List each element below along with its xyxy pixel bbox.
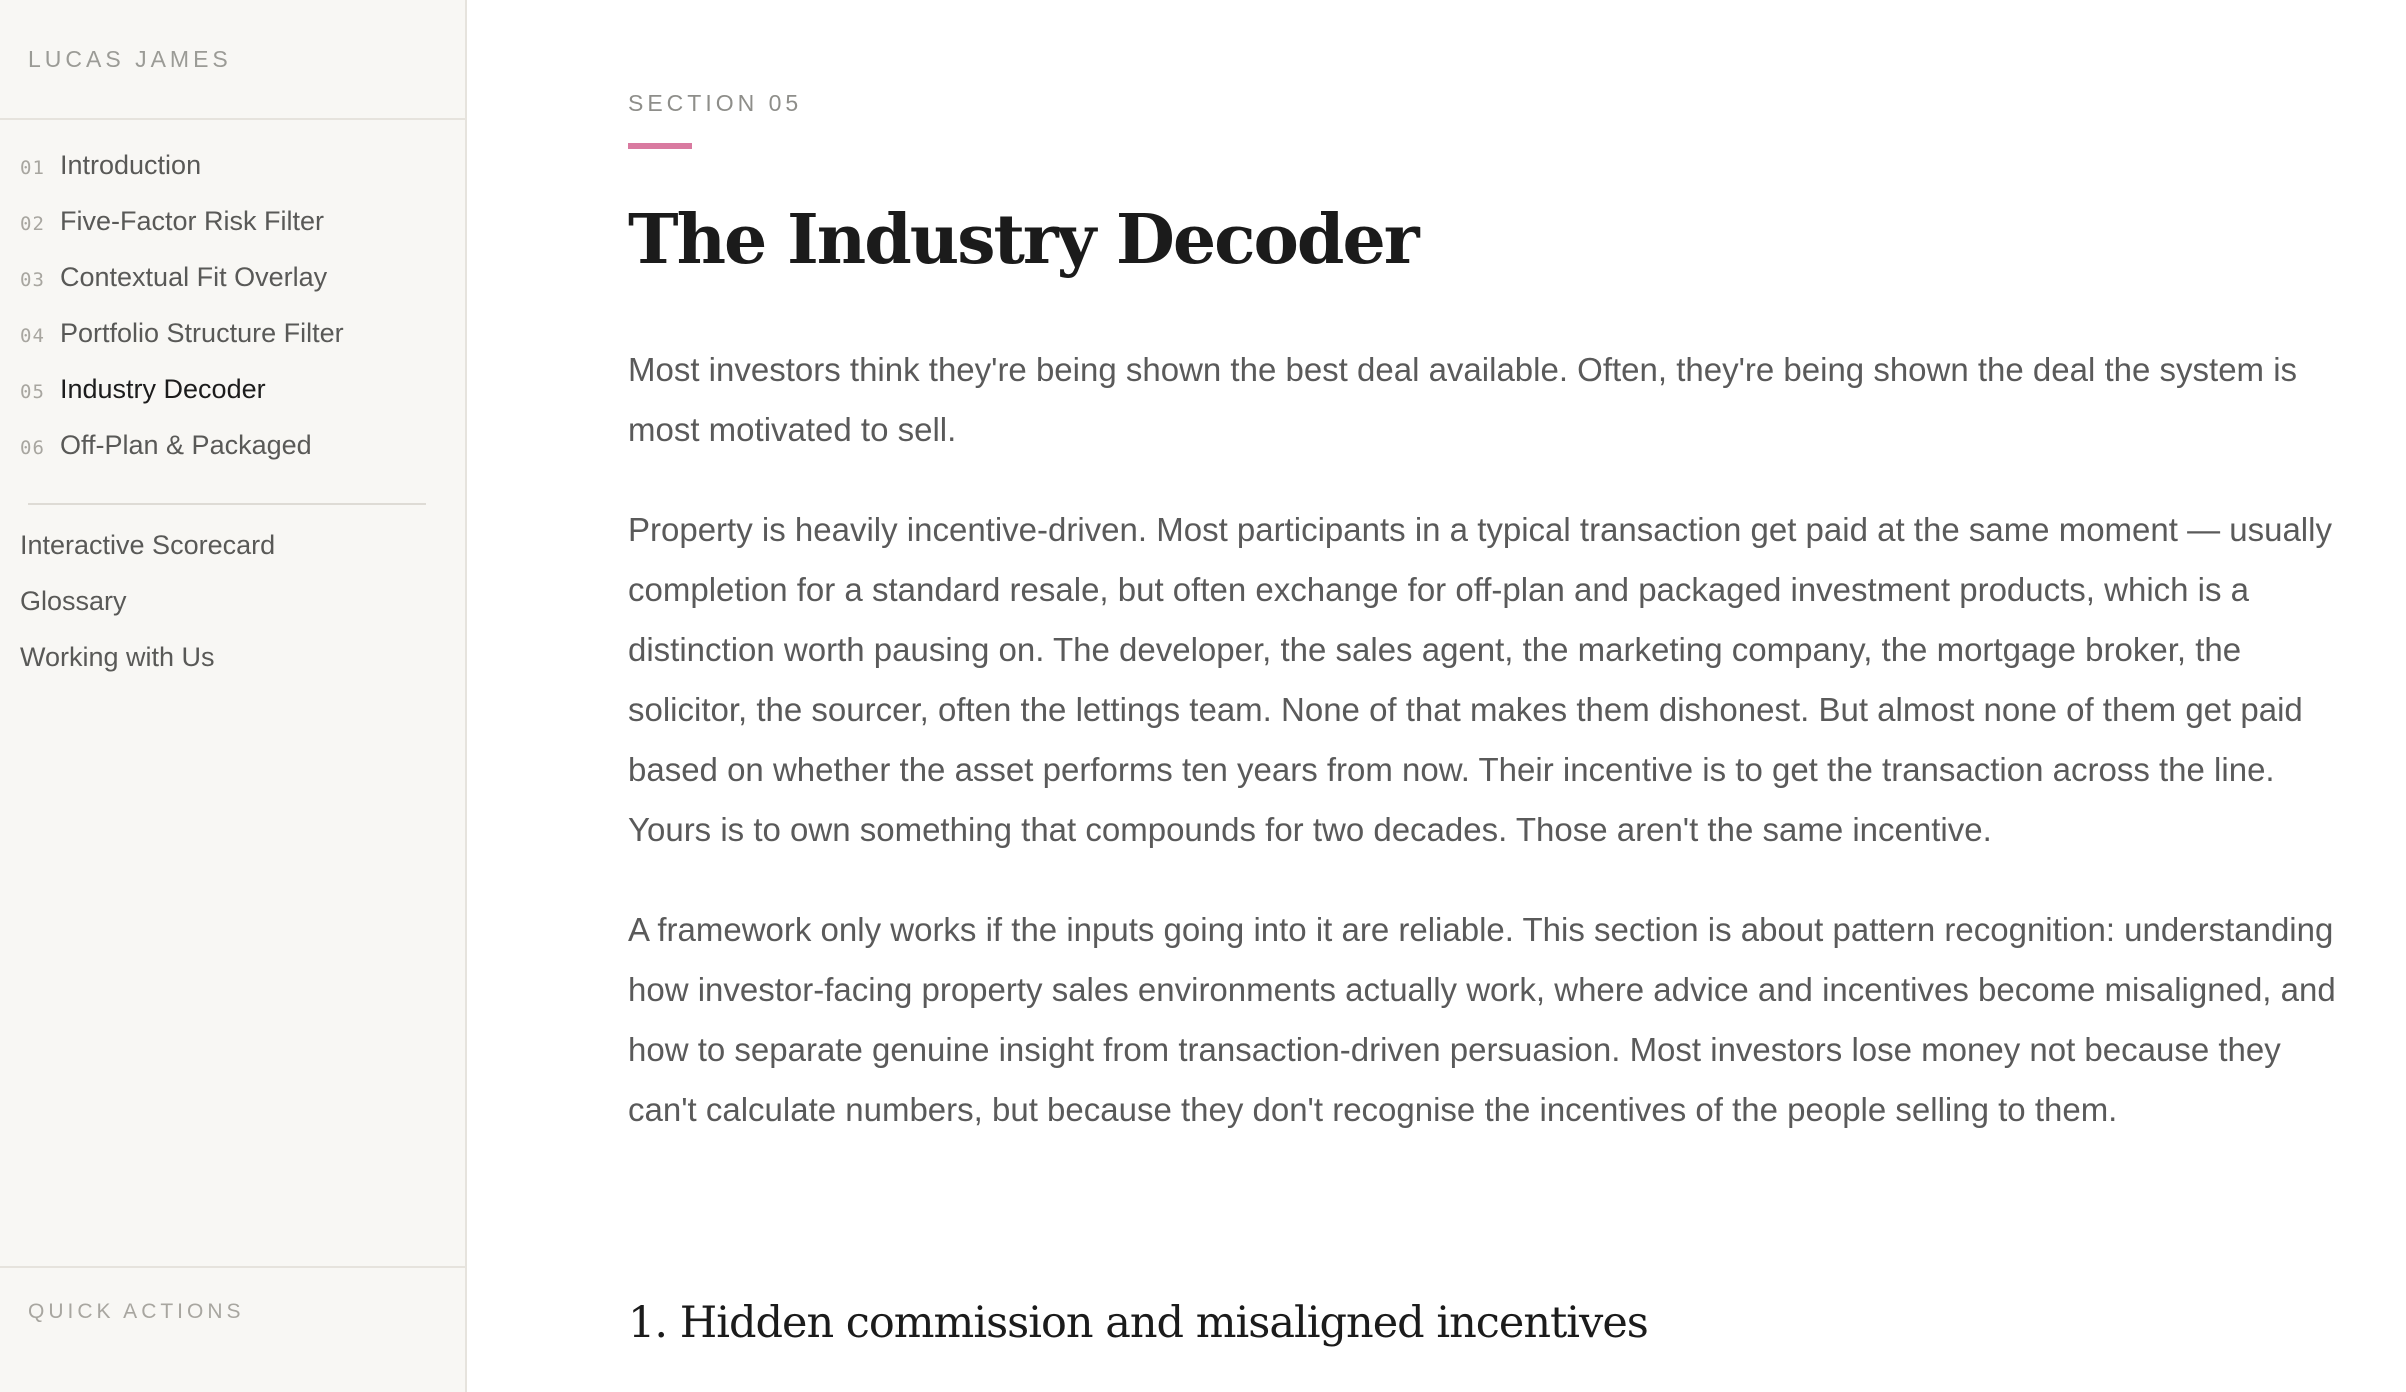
nav-item-label: Introduction bbox=[60, 150, 202, 180]
nav-item-label: Contextual Fit Overlay bbox=[60, 262, 328, 292]
nav-item-portfolio-structure-filter[interactable] bbox=[20, 318, 344, 374]
nav-item-number: 03 bbox=[20, 269, 45, 291]
nav-item-number: 06 bbox=[20, 437, 45, 459]
section-subheading: 1. Hidden commission and misaligned incentives bbox=[628, 1298, 1648, 1348]
nav-item-introduction[interactable] bbox=[20, 150, 344, 206]
paragraph: Most investors think they're being shown the best deal available. Often, they're being shown the deal the system is most motivated to sell. bbox=[628, 351, 2298, 448]
nav-item-off-plan-packaged[interactable] bbox=[20, 430, 344, 486]
divider bbox=[28, 503, 426, 505]
sidebar bbox=[0, 0, 467, 1392]
paragraph: A framework only works if the inputs going into it are reliable. This section is about pattern recognition: understanding how investor-facing property sales environments actually work, where advice and incentives become misaligned, and how to separate genuine insight from transaction-driven persuasion. Most investors lose money not because they can't calculate numbers, but because they don't recognise the incentives of the people selling to them. bbox=[628, 911, 2336, 1128]
secondary-nav bbox=[20, 530, 275, 698]
article-body bbox=[628, 340, 2348, 1180]
nav-item-number: 01 bbox=[20, 157, 45, 179]
nav-item-label: Off-Plan & Packaged bbox=[60, 430, 312, 460]
section-eyebrow: SECTION 05 bbox=[628, 90, 803, 116]
nav-link-interactive-scorecard[interactable]: Interactive Scorecard bbox=[20, 530, 276, 560]
paragraph: Property is heavily incentive-driven. Most participants in a typical transaction get paid at the same moment — usually completion for a standard resale, but often exchange for off-plan and packaged investment products, which is a distinction worth pausing on. The developer, the sales agent, the marketing company, the mortgage broker, the solicitor, the sourcer, often the lettings team. None of that makes them dishonest. But almost none of them get paid based on whether the asset performs ten years from now. Their incentive is to get the transaction across the line. Yours is to own something that compounds for two decades. Those aren't the same incentive. bbox=[628, 511, 2332, 848]
section-nav bbox=[20, 150, 344, 486]
divider bbox=[0, 118, 465, 120]
nav-link-working-with-us[interactable]: Working with Us bbox=[20, 642, 215, 672]
page-title: The Industry Decoder bbox=[628, 200, 1418, 280]
nav-item-label: Five-Factor Risk Filter bbox=[60, 206, 325, 236]
nav-item-five-factor-risk-filter[interactable] bbox=[20, 206, 344, 262]
nav-item-number: 05 bbox=[20, 381, 45, 403]
nav-item-industry-decoder[interactable] bbox=[20, 374, 344, 430]
divider bbox=[0, 1266, 465, 1268]
nav-item-contextual-fit-overlay[interactable] bbox=[20, 262, 344, 318]
nav-item-number: 04 bbox=[20, 325, 45, 347]
nav-item-label: Industry Decoder bbox=[60, 374, 266, 404]
nav-item-number: 02 bbox=[20, 213, 45, 235]
accent-bar bbox=[628, 143, 692, 149]
quick-actions-heading: QUICK ACTIONS bbox=[28, 1300, 245, 1323]
nav-item-label: Portfolio Structure Filter bbox=[60, 318, 344, 348]
brand-logo-text[interactable]: LUCAS JAMES bbox=[28, 46, 232, 72]
nav-link-glossary[interactable]: Glossary bbox=[20, 586, 127, 616]
